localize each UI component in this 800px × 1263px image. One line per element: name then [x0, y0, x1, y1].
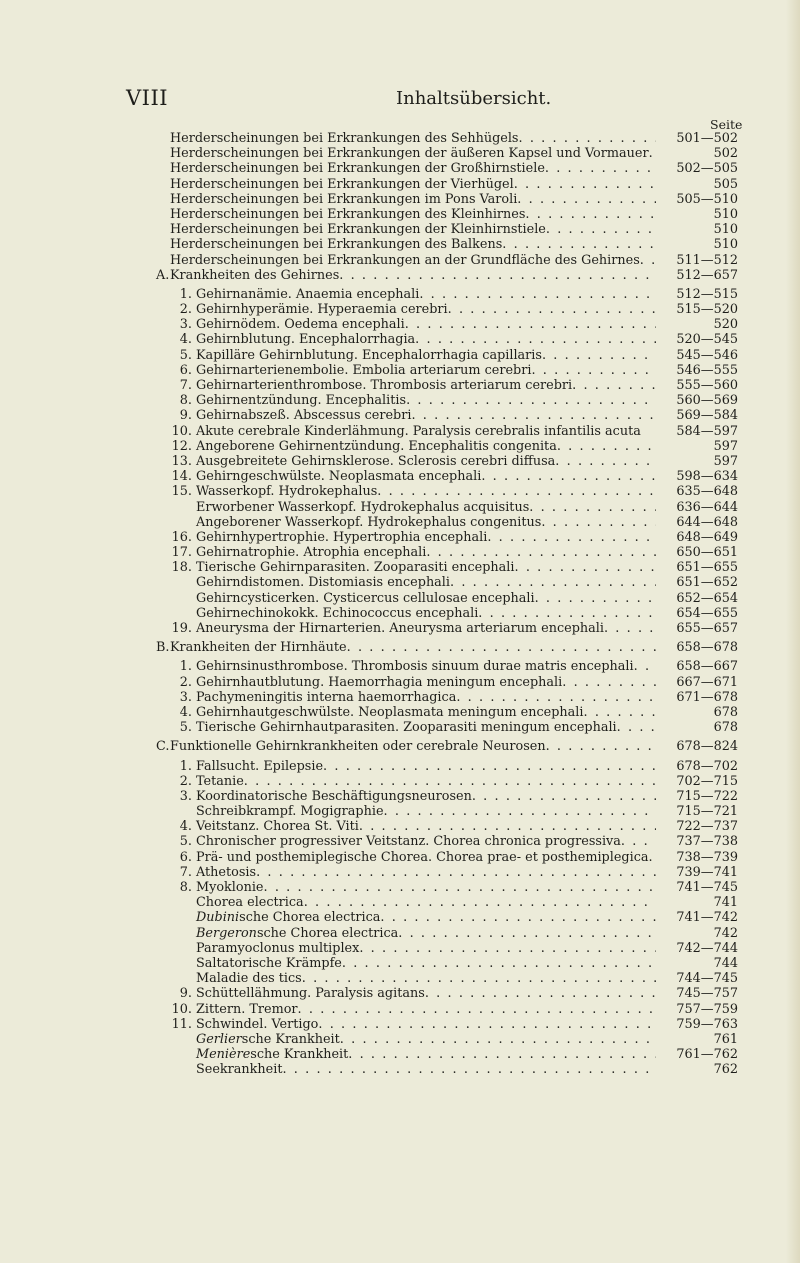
toc-entry-title: Athetosis	[196, 864, 257, 880]
toc-entry	[170, 177, 738, 192]
toc-entry	[170, 454, 738, 469]
toc-entry	[170, 560, 738, 575]
toc-entry-pages: 654—655	[676, 605, 738, 621]
toc-entry-pages: 739—741	[676, 864, 738, 880]
toc-entry-pages: 678	[713, 704, 738, 720]
toc-entry-title: Myoklonie	[196, 880, 264, 895]
toc-entry	[170, 819, 738, 834]
toc-entry-number: 18.	[171, 560, 192, 576]
toc-entry-number: 8.	[179, 880, 192, 895]
toc-entry	[170, 720, 738, 735]
toc-entry-pages: 597	[713, 438, 738, 454]
page-header	[0, 86, 800, 112]
toc-entry	[156, 268, 738, 283]
toc-leader-dots	[545, 161, 656, 176]
toc-leader-dots	[604, 621, 656, 636]
toc-entry-number: 12.	[171, 438, 192, 454]
toc-entry-title: Koordinatorische Beschäftigungsneurosen	[196, 788, 472, 804]
toc-entry-title: Schüttellähmung. Paralysis agitans	[196, 986, 425, 1002]
toc-entry-number: 19.	[171, 621, 192, 636]
toc-leader-dots	[555, 454, 656, 469]
toc-leader-dots	[282, 1062, 656, 1077]
toc-entry-title: Gehirngeschwülste. Neoplasmata encephali	[196, 469, 482, 485]
toc-entry-pages: 762	[713, 1062, 738, 1078]
toc-entry-title: Herderscheinungen bei Erkrankungen der Großhirnstiele	[170, 161, 545, 177]
toc-entry-number: 4.	[179, 819, 192, 835]
toc-entry-pages: 505	[713, 176, 738, 192]
toc-entry-pages: 597	[713, 453, 738, 469]
toc-entry-pages: 584—597	[676, 423, 738, 439]
toc-entry-pages: 636—644	[676, 499, 738, 515]
toc-entry	[170, 545, 738, 560]
toc-entry-pages: 678—702	[676, 758, 738, 774]
toc-entry-number: 2.	[179, 674, 192, 690]
toc-entry-title: Gehirnabszeß. Abscessus cerebri	[196, 408, 412, 424]
toc-entry-title: Gehirnhypertrophie. Hypertrophia encephali	[196, 529, 488, 545]
toc-leader-dots	[535, 591, 656, 606]
toc-entry	[170, 484, 738, 499]
toc-leader-dots	[340, 1032, 656, 1047]
toc-leader-dots	[398, 926, 656, 941]
toc-entry-number: B.	[156, 640, 170, 656]
toc-entry-pages: 651—655	[676, 560, 738, 576]
toc-entry-pages: 678—824	[676, 739, 738, 755]
toc-entry-pages: 501—502	[676, 131, 738, 146]
toc-entry-number: 3.	[179, 788, 192, 804]
toc-entry-pages: 520	[713, 317, 738, 333]
toc-entry-title: Gehirnechinokokk. Echinococcus encephali	[196, 605, 479, 621]
toc-leader-dots	[634, 659, 656, 674]
toc-leader-dots	[557, 439, 656, 454]
toc-entry	[170, 956, 738, 971]
toc-entry-title: Herderscheinungen bei Erkrankungen der Kleinhirnstiele	[170, 222, 546, 238]
toc-entry-title: Maladie des tics	[196, 971, 302, 987]
toc-entry-title: Gehirnentzündung. Encephalitis	[196, 393, 407, 409]
page-column-label: Seite	[710, 117, 743, 132]
toc-entry-pages: 761	[713, 1031, 738, 1047]
toc-leader-dots	[342, 956, 656, 971]
toc-entry-pages: 652—654	[676, 590, 738, 606]
toc-entry-number: 4.	[179, 332, 192, 348]
toc-leader-dots	[323, 759, 656, 774]
toc-entry	[170, 690, 738, 705]
toc-entry	[170, 910, 738, 925]
toc-entry-title-italic: Menière	[196, 1047, 251, 1063]
toc-entry-number: 7.	[179, 378, 192, 393]
toc-entry-title-italic: Bergeron	[196, 925, 257, 941]
toc-entry-pages: 502	[713, 146, 738, 162]
toc-leader-dots	[298, 1002, 656, 1017]
toc-entry	[170, 287, 738, 302]
toc-leader-dots	[531, 363, 656, 378]
toc-entry	[170, 591, 738, 606]
toc-entry-title: Chronischer progressiver Veitstanz. Chorea chronica progressiva	[196, 834, 621, 850]
toc-entry	[156, 640, 738, 655]
toc-entry	[170, 348, 738, 363]
toc-entry-pages: 678	[713, 720, 738, 736]
toc-entry-number: 4.	[179, 704, 192, 720]
toc-entry	[170, 1047, 738, 1062]
toc-entry-title: Akute cerebrale Kinderlähmung. Paralysis cerebralis infantilis acuta	[196, 423, 641, 439]
toc-entry-pages: 744	[713, 955, 738, 971]
toc-leader-dots	[302, 971, 656, 986]
toc-entry-title: Zittern. Tremor	[196, 1001, 298, 1017]
toc-leader-dots	[244, 774, 656, 789]
toc-entry	[170, 439, 738, 454]
toc-entry-number: 10.	[171, 423, 192, 439]
toc-leader-dots	[426, 545, 656, 560]
toc-entry-pages: 741	[713, 895, 738, 911]
toc-entry	[170, 774, 738, 789]
toc-entry-title-italic: Dubini	[196, 910, 240, 926]
toc-entry-number: 9.	[179, 986, 192, 1002]
toc-entry-number: 13.	[171, 453, 192, 469]
toc-leader-dots	[425, 986, 656, 1001]
toc-entry-pages: 510	[713, 222, 738, 238]
toc-entry	[170, 759, 738, 774]
toc-entry-pages: 644—648	[676, 514, 738, 530]
toc-entry-pages: 515—520	[676, 302, 738, 318]
toc-entry-pages: 737—738	[676, 834, 738, 850]
toc-leader-dots	[415, 332, 656, 347]
toc-entry-title: Schwindel. Vertigo	[196, 1016, 319, 1032]
toc-entry	[170, 253, 738, 268]
toc-entry-title: Gehirnblutung. Encephalorrhagia	[196, 332, 416, 348]
toc-entry	[170, 575, 738, 590]
toc-entry-title: Gehirnsinusthrombose. Thrombosis sinuum durae matris encephali	[196, 659, 634, 675]
toc-leader-dots	[617, 720, 656, 735]
toc-leader-dots	[572, 378, 656, 393]
toc-entry	[170, 1062, 738, 1077]
toc-entry-title: Funktionelle Gehirnkrankheiten oder cerebrale Neurosen	[170, 739, 546, 755]
toc-leader-dots	[256, 865, 656, 880]
toc-entry-number: 6.	[179, 362, 192, 378]
toc-entry	[170, 659, 738, 674]
toc-leader-dots	[339, 268, 656, 283]
toc-entry-title: Herderscheinungen bei Erkrankungen des Balkens	[170, 237, 503, 253]
toc-leader-dots	[318, 1017, 656, 1032]
toc-entry-number: 9.	[179, 408, 192, 424]
toc-entry	[170, 621, 738, 636]
toc-entry-number: 2.	[179, 302, 192, 318]
toc-entry-title: Tetanie	[196, 773, 244, 789]
toc-entry-title: Paramyoclonus multiplex	[196, 940, 360, 956]
toc-entry-number: A.	[156, 267, 170, 283]
toc-entry-number: 8.	[179, 393, 192, 409]
toc-leader-dots	[649, 850, 657, 865]
toc-entry-title: Herderscheinungen bei Erkrankungen der Vierhügel	[170, 176, 514, 192]
toc-entry-number: C.	[156, 739, 170, 755]
toc-entry-title: Gehirnanämie. Anaemia encephali	[196, 286, 420, 302]
toc-entry	[170, 804, 738, 819]
toc-entry-title	[196, 1032, 340, 1047]
toc-entry	[170, 606, 738, 621]
toc-entry-pages: 658—667	[676, 659, 738, 675]
toc-entry-pages: 648—649	[676, 529, 738, 545]
toc-entry-pages: 759—763	[676, 1016, 738, 1032]
toc-entry	[170, 363, 738, 378]
toc-leader-dots	[411, 408, 656, 423]
toc-entry	[170, 926, 738, 941]
toc-leader-dots	[450, 575, 656, 590]
toc-leader-dots	[649, 146, 656, 161]
toc-entry-title: Gehirnhautgeschwülste. Neoplasmata meningum encephali	[196, 704, 584, 720]
toc-entry-title-italic: Gerlier	[196, 1031, 242, 1047]
toc-entry-pages: 742—744	[676, 940, 738, 956]
toc-entry-title-rest: sche Krankheit	[250, 1047, 349, 1063]
toc-entry	[170, 393, 738, 408]
toc-entry-title: Tierische Gehirnhautparasiten. Zooparasiti meningum encephali	[196, 720, 617, 736]
toc-entry	[170, 850, 738, 865]
toc-entry-title: Herderscheinungen bei Erkrankungen des Kleinhirnes	[170, 206, 526, 222]
toc-leader-dots	[542, 348, 656, 363]
toc-entry-title: Prä- und posthemiplegische Chorea. Chorea prae- et posthemiplegica	[196, 849, 649, 865]
toc-entry-pages: 650—651	[676, 545, 738, 561]
toc-entry-number: 17.	[171, 545, 192, 561]
toc-entry	[170, 469, 738, 484]
toc-entry	[170, 302, 738, 317]
toc-entry-number: 15.	[171, 484, 192, 500]
toc-entry-number: 3.	[179, 317, 192, 333]
toc-leader-dots	[380, 910, 656, 925]
toc-entry-number: 1.	[179, 659, 192, 675]
toc-leader-dots	[419, 287, 656, 302]
toc-entry	[170, 146, 738, 161]
toc-entry-number: 16.	[171, 529, 192, 545]
toc-entry-title: Seekrankheit	[196, 1062, 283, 1078]
toc-leader-dots	[502, 237, 656, 252]
toc-entry	[170, 986, 738, 1001]
toc-entry-pages: 671—678	[676, 689, 738, 705]
toc-entry	[170, 834, 738, 849]
toc-entry-pages: 744—745	[676, 971, 738, 987]
toc-entry-title-rest: sche Krankheit	[241, 1031, 340, 1047]
toc-entry-pages: 757—759	[676, 1001, 738, 1017]
toc-entry-title: Schreibkrampf. Mogigraphie	[196, 804, 384, 820]
toc-entry-title: Tierische Gehirnparasiten. Zooparasiti encephali	[196, 560, 515, 576]
toc-entry-number: 5.	[179, 834, 192, 850]
toc-entry-title: Aneurysma der Hirnarterien. Aneurysma arteriarum encephali	[196, 621, 604, 636]
toc-leader-dots	[621, 834, 656, 849]
toc-entry	[170, 222, 738, 237]
toc-entry-pages: 745—757	[676, 986, 738, 1002]
toc-leader-dots	[583, 705, 656, 720]
toc-entry	[170, 408, 738, 423]
toc-leader-dots	[406, 393, 656, 408]
toc-leader-dots	[448, 302, 656, 317]
toc-entry	[170, 971, 738, 986]
toc-entry-title-rest: sche Chorea electrica	[256, 925, 399, 941]
toc-entry	[170, 530, 738, 545]
toc-entry-pages: 512—515	[676, 286, 738, 302]
toc-entry-title: Gehirnhyperämie. Hyperaemia cerebri	[196, 302, 448, 318]
toc-entry-pages: 715—722	[676, 788, 738, 804]
toc-entry-pages: 505—510	[676, 191, 738, 207]
toc-entry-title: Krankheiten der Hirnhäute	[170, 640, 347, 656]
toc-entry-pages: 761—762	[676, 1047, 738, 1063]
toc-leader-dots	[347, 640, 656, 655]
toc-entry-number: 1.	[179, 758, 192, 774]
toc-entry	[170, 317, 738, 332]
toc-entry	[170, 789, 738, 804]
toc-entry	[170, 192, 738, 207]
page-number: VIII	[126, 86, 169, 110]
toc-entry-title: Fallsucht. Epilepsie	[196, 758, 324, 774]
toc-leader-dots	[546, 222, 656, 237]
page-edge-shadow	[786, 0, 800, 1263]
toc-leader-dots	[514, 560, 656, 575]
toc-leader-dots	[405, 317, 656, 332]
toc-entry-title: Pachymeningitis interna haemorrhagica	[196, 689, 457, 705]
toc-leader-dots	[481, 469, 656, 484]
toc-entry-number: 1.	[179, 286, 192, 302]
toc-entry-title: Gehirncysticerken. Cysticercus cellulosae encephali	[196, 590, 535, 606]
toc-entry-number: 11.	[171, 1016, 192, 1032]
toc-entry-title	[196, 910, 380, 925]
toc-leader-dots	[472, 789, 656, 804]
toc-entry-number: 5.	[179, 347, 192, 363]
toc-leader-dots	[348, 1047, 656, 1062]
toc-entry-title: Gehirnatrophie. Atrophia encephali	[196, 545, 427, 561]
toc-leader-dots	[541, 515, 656, 530]
running-title: Inhaltsübersicht.	[396, 88, 552, 109]
toc-entry	[170, 941, 738, 956]
toc-entry-pages: 555—560	[676, 378, 738, 393]
toc-entry-pages: 511—512	[676, 252, 738, 268]
toc-entry	[170, 895, 738, 910]
toc-entry-title: Gehirndistomen. Distomiasis encephali	[196, 575, 450, 591]
toc-entry-pages: 560—569	[676, 393, 738, 409]
toc-entry-pages: 545—546	[676, 347, 738, 363]
toc-entry-pages: 667—671	[676, 674, 738, 690]
toc-leader-dots	[377, 484, 656, 499]
toc-entry-title: Gehirnarterienthrombose. Thrombosis arteriarum cerebri	[196, 378, 573, 393]
toc-entry	[170, 332, 738, 347]
toc-entry-pages: 658—678	[676, 640, 738, 656]
toc-leader-dots	[529, 500, 656, 515]
toc-entry-pages: 722—737	[676, 819, 738, 835]
toc-entry-number: 5.	[179, 720, 192, 736]
toc-leader-dots	[519, 131, 656, 146]
toc-leader-dots	[525, 207, 656, 222]
toc-leader-dots	[478, 606, 656, 621]
toc-leader-dots	[456, 690, 656, 705]
toc-entry-pages: 651—652	[676, 575, 738, 591]
toc-entry-number: 7.	[179, 864, 192, 880]
toc-entry-pages: 569—584	[676, 408, 738, 424]
toc-entry-pages: 510	[713, 206, 738, 222]
toc-entry	[170, 865, 738, 880]
toc-entry-title	[196, 926, 398, 941]
toc-leader-dots	[304, 895, 656, 910]
toc-entry-title: Erworbener Wasserkopf. Hydrokephalus acquisitus	[196, 499, 530, 515]
toc-entry-title: Gehirnhautblutung. Haemorrhagia meningum encephali	[196, 674, 563, 690]
toc-entry-title-rest: sche Chorea electrica	[239, 910, 381, 926]
toc-entry-title: Angeborene Gehirnentzündung. Encephalitis congenita	[196, 438, 557, 454]
toc-entry-pages: 546—555	[676, 362, 738, 378]
toc-entry-number: 3.	[179, 689, 192, 705]
toc-entry-number: 10.	[171, 1001, 192, 1017]
toc-entry-title: Herderscheinungen bei Erkrankungen des Sehhügels	[170, 131, 519, 146]
toc-entry	[170, 1017, 738, 1032]
toc-entry-pages: 742	[713, 925, 738, 941]
toc-entry-pages: 655—657	[676, 621, 738, 636]
toc-leader-dots	[517, 192, 656, 207]
toc-entry	[170, 675, 738, 690]
toc-entry-title: Herderscheinungen bei Erkrankungen an der Grundfläche des Gehirnes	[170, 252, 640, 268]
toc-entry-pages: 741—745	[676, 880, 738, 895]
toc-entry-pages: 510	[713, 237, 738, 253]
toc-entry	[170, 237, 738, 252]
toc-entry-title: Chorea electrica	[196, 895, 304, 911]
table-of-contents	[156, 131, 738, 1078]
toc-entry-pages: 738—739	[676, 849, 738, 865]
toc-leader-dots	[384, 804, 656, 819]
toc-leader-dots	[359, 819, 656, 834]
toc-entry-number: 6.	[179, 849, 192, 865]
toc-entry-title	[196, 1047, 348, 1062]
toc-leader-dots	[640, 253, 656, 268]
toc-entry-pages: 741—742	[676, 910, 738, 926]
toc-entry	[170, 1002, 738, 1017]
toc-entry-number: 2.	[179, 773, 192, 789]
toc-entry	[170, 500, 738, 515]
toc-entry-pages: 520—545	[676, 332, 738, 348]
toc-entry-pages: 512—657	[676, 267, 738, 283]
toc-entry-title: Herderscheinungen bei Erkrankungen der äußeren Kapsel und Vormauer	[170, 146, 649, 162]
toc-entry-pages: 715—721	[676, 804, 738, 820]
toc-leader-dots	[487, 530, 656, 545]
toc-entry-title: Gehirnödem. Oedema encephali	[196, 317, 405, 333]
toc-entry	[170, 424, 738, 439]
toc-leader-dots	[546, 739, 656, 754]
toc-entry-number: 14.	[171, 469, 192, 485]
toc-leader-dots	[562, 675, 656, 690]
toc-entry	[170, 705, 738, 720]
toc-entry-title: Gehirnarterienembolie. Embolia arteriarum cerebri	[196, 362, 532, 378]
toc-entry	[170, 161, 738, 176]
toc-entry-title: Wasserkopf. Hydrokephalus	[196, 484, 378, 500]
toc-leader-dots	[264, 880, 657, 895]
toc-leader-dots	[514, 177, 656, 192]
toc-entry	[170, 378, 738, 393]
toc-entry-pages: 502—505	[676, 161, 738, 177]
toc-entry	[170, 880, 738, 895]
toc-entry-pages: 598—634	[676, 469, 738, 485]
toc-entry	[170, 515, 738, 530]
toc-entry-title: Krankheiten des Gehirnes	[170, 267, 340, 283]
toc-entry-pages: 702—715	[676, 773, 738, 789]
toc-entry-title: Kapilläre Gehirnblutung. Encephalorrhagia capillaris	[196, 347, 542, 363]
toc-entry	[170, 207, 738, 222]
toc-entry-title: Angeborener Wasserkopf. Hydrokephalus congenitus	[196, 514, 542, 530]
toc-entry-pages: 635—648	[676, 484, 738, 500]
toc-entry	[170, 1032, 738, 1047]
toc-entry	[170, 131, 738, 146]
toc-entry-title: Ausgebreitete Gehirnsklerose. Sclerosis cerebri diffusa	[196, 453, 556, 469]
toc-leader-dots	[359, 941, 656, 956]
toc-entry-title: Veitstanz. Chorea St. Viti	[196, 819, 359, 835]
toc-entry-title: Herderscheinungen bei Erkrankungen im Pons Varoli	[170, 191, 518, 207]
toc-entry-title: Saltatorische Krämpfe	[196, 955, 342, 971]
toc-entry	[156, 739, 738, 754]
